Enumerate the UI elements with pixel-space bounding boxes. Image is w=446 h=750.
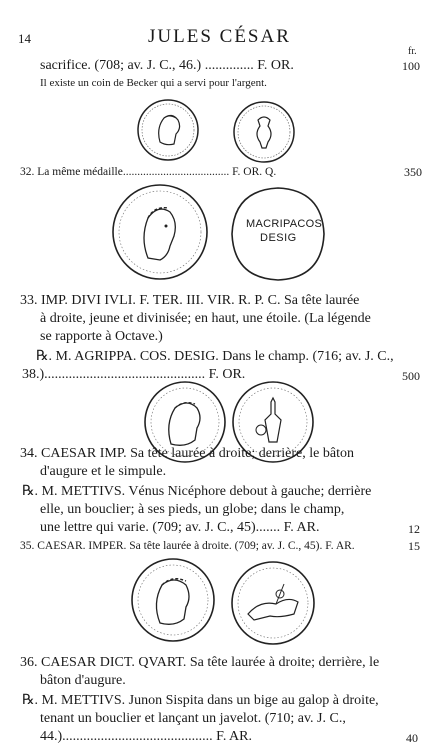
entry-33-price: 500 [402, 369, 420, 383]
entry-36-line-2: bâton d'augure. [40, 673, 126, 688]
entry-34-price: 12 [408, 522, 420, 536]
entry-32-text: 32. La même médaille..................................... F. OR. Q. [20, 166, 277, 178]
entry-32-price: 350 [404, 165, 422, 179]
entry-36-line-4: tenant un bouclier et lançant un javelot. (710; av. J. C., [40, 711, 346, 726]
coin-32-obverse [110, 182, 210, 282]
entry-36-price: 40 [406, 731, 418, 745]
entry-33-line-5: 38.).............................................. F. OR. [22, 367, 246, 382]
coin-32-legend-line-2: DESIG [260, 232, 297, 244]
entry-35-text: 35. CAESAR. IMPER. Sa tête laurée à droite. (709; av. J. C., 45). F. AR. [20, 540, 355, 552]
entry-36-line-5: 44.)........................................... F. AR. [40, 729, 253, 744]
coin-36-obverse [130, 557, 216, 643]
coin-31-obverse [136, 98, 200, 162]
page-title: JULES CÉSAR [148, 26, 291, 47]
entry-31-line: sacrifice. (708; av. J. C., 46.) .............. F. OR. [40, 58, 294, 73]
coin-32-legend-line-1: MACRIPACOS [246, 218, 323, 230]
entry-33-line-4: ℞. M. AGRIPPA. COS. DESIG. Dans le champ. (716; av. J. C., [36, 349, 394, 364]
entry-33-line-2: à droite, jeune et divinisée; en haut, une étoile. (La légende [40, 311, 371, 326]
entry-34-line-2: d'augure et le simpule. [40, 464, 167, 479]
entry-33-line-3: se rapporte à Octave.) [40, 329, 163, 344]
entry-34-line-5: une lettre qui varie. (709; av. J. C., 45)....... F. AR. [40, 520, 320, 535]
entry-31-note: Il existe un coin de Becker qui a servi pour l'argent. [40, 77, 267, 89]
entry-33-line-1: 33. IMP. DIVI IVLI. F. TER. III. VIR. R. P. C. Sa tête laurée [20, 293, 360, 308]
entry-34-line-1: 34. CAESAR IMP. Sa tête laurée à droite; derrière, le bâton [20, 446, 354, 461]
coin-36-reverse [230, 560, 316, 646]
entry-36-line-3: ℞. M. METTIVS. Junon Sispita dans un bige au galop à droite, [22, 693, 379, 708]
entry-31-price: 100 [402, 59, 420, 73]
entry-35-price: 15 [408, 539, 420, 553]
coin-31-reverse [232, 100, 296, 164]
entry-34-line-4: elle, un bouclier; à ses pieds, un globe; dans le champ, [40, 502, 345, 517]
page-number: 14 [18, 31, 31, 46]
entry-34-line-3: ℞. M. METTIVS. Vénus Nicéphore debout à gauche; derrière [22, 484, 372, 499]
entry-36-line-1: 36. CAESAR DICT. QVART. Sa tête laurée à droite; derrière, le [20, 655, 380, 670]
price-column-label: fr. [408, 46, 417, 57]
